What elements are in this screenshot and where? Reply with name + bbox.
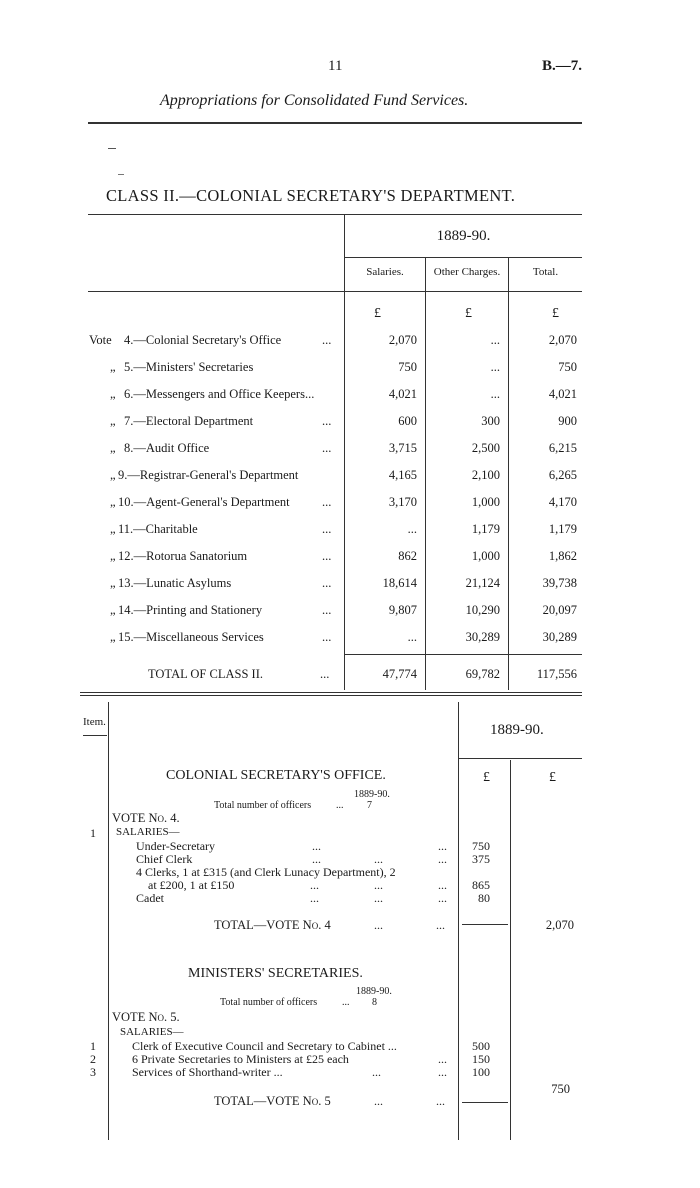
line-dots-c: ... — [438, 1052, 447, 1066]
row-total: 30,289 — [542, 630, 577, 644]
vote-prefix: Vote — [89, 333, 112, 347]
row-other: ... — [490, 387, 500, 401]
section1-subheading: SALARIES— — [116, 826, 180, 838]
line-dots-c: ... — [438, 1065, 447, 1079]
line-dots-b: ... — [374, 852, 383, 866]
row-salaries: 3,170 — [388, 495, 417, 509]
row-salaries: ... — [407, 522, 417, 536]
total-total: 117,556 — [536, 667, 577, 681]
document-code: B.—7. — [542, 58, 583, 74]
row-label: 6.—Messengers and Office Keepers... — [124, 387, 315, 401]
row-salaries: 4,165 — [388, 468, 417, 482]
line-text: at £200, 1 at £150 — [148, 878, 235, 892]
row-salaries: 600 — [398, 414, 417, 428]
line-item-no: 1 — [90, 1039, 96, 1053]
header-rule — [88, 122, 582, 124]
summary-row — [0, 492, 700, 512]
line-item-no: 3 — [90, 1065, 96, 1079]
row-total: 6,215 — [548, 441, 577, 455]
row-other: 10,290 — [465, 603, 500, 617]
row-total: 4,170 — [548, 495, 577, 509]
row-other: 21,124 — [465, 576, 500, 590]
section1-item-no: 1 — [90, 826, 96, 840]
section2-officers-year: 1889-90. — [356, 986, 392, 997]
row-total: 20,097 — [542, 603, 577, 617]
section1-total-dots-a: ... — [374, 918, 383, 932]
section2-total: 750 — [551, 1082, 570, 1096]
row-other: 2,100 — [471, 468, 500, 482]
row-salaries: 750 — [398, 360, 417, 374]
row-label: 4.—Colonial Secretary's Office — [124, 333, 282, 347]
section1-amount-rule — [462, 924, 508, 925]
line-text: Services of Shorthand-writer ... — [132, 1065, 283, 1079]
line-dots-a: ... — [310, 891, 319, 905]
row-other: ... — [490, 333, 500, 347]
summary-row — [0, 330, 700, 350]
row-dots: ... — [322, 576, 332, 590]
section2-total-label: TOTAL—VOTE No. 5 — [214, 1094, 331, 1108]
section2-title: MINISTERS' SECRETARIES. — [188, 966, 363, 981]
line-text: 6 Private Secretaries to Ministers at £25 each — [132, 1052, 349, 1066]
summary-year: 1889-90. — [436, 228, 491, 244]
col-total-header: Total. — [532, 266, 559, 278]
row-salaries: 862 — [398, 549, 417, 563]
summary-row — [0, 411, 700, 431]
row-mark: „ — [110, 414, 116, 428]
row-salaries: 3,715 — [388, 441, 417, 455]
row-dots: ... — [322, 522, 332, 536]
row-label: 9.—Registrar-General's Department — [118, 468, 299, 482]
row-label: 5.—Ministers' Secretaries — [124, 360, 254, 374]
currency-other: £ — [465, 306, 472, 321]
row-dots: ... — [322, 414, 332, 428]
row-salaries: 9,807 — [388, 603, 417, 617]
summary-row — [0, 384, 700, 404]
line-item-no: 2 — [90, 1052, 96, 1066]
row-salaries: 2,070 — [388, 333, 417, 347]
row-dots: ... — [322, 441, 332, 455]
line-text: Under-Secretary — [136, 839, 216, 853]
summary-row — [0, 600, 700, 620]
line-dots-a: ... — [310, 878, 319, 892]
row-salaries: ... — [407, 630, 417, 644]
detail-top-rule-2 — [80, 695, 582, 696]
section1-amount-currency: £ — [483, 770, 490, 785]
detail-year-rule — [458, 758, 582, 759]
row-mark: „ — [110, 387, 116, 401]
line-dots-a: ... — [312, 852, 321, 866]
row-other: ... — [490, 360, 500, 374]
line-dots-c: ... — [438, 891, 447, 905]
summary-row — [0, 546, 700, 566]
currency-salaries: £ — [374, 306, 381, 321]
section1-officers-year: 1889-90. — [354, 789, 390, 800]
line-amount: 375 — [472, 852, 490, 866]
currency-total: £ — [552, 306, 559, 321]
row-label: 7.—Electoral Department — [124, 414, 254, 428]
summary-row — [0, 573, 700, 593]
item-header: Item. — [83, 716, 106, 728]
row-salaries: 18,614 — [382, 576, 417, 590]
row-label: 15.—Miscellaneous Services — [118, 630, 264, 644]
detail-year: 1889-90. — [490, 722, 544, 738]
section2-vote: VOTE No. 5. — [112, 1010, 180, 1024]
section1-total-dots-b: ... — [436, 918, 445, 932]
class-heading: CLASS II.—COLONIAL SECRETARY'S DEPARTMENT. — [106, 186, 516, 205]
row-mark: „ — [110, 603, 116, 617]
row-total: 39,738 — [542, 576, 577, 590]
summary-row — [0, 627, 700, 647]
summary-top-rule — [88, 214, 582, 215]
row-salaries: 4,021 — [388, 387, 417, 401]
detail-line — [0, 1040, 700, 1053]
row-total: 1,862 — [548, 549, 577, 563]
detail-line — [0, 892, 700, 905]
row-mark: „ — [110, 576, 116, 590]
row-label: 8.—Audit Office — [124, 441, 210, 455]
section1-title: COLONIAL SECRETARY'S OFFICE. — [166, 768, 386, 783]
section1-total: 2,070 — [545, 918, 574, 932]
item-header-rule — [83, 735, 107, 736]
summary-total-row — [0, 664, 700, 684]
line-amount: 865 — [472, 878, 490, 892]
col-salaries-header: Salaries. — [366, 266, 404, 278]
detail-line — [0, 879, 700, 892]
row-other: 300 — [481, 414, 500, 428]
line-dots-b: ... — [374, 878, 383, 892]
row-mark: „ — [110, 549, 116, 563]
section2-amount-rule — [462, 1102, 508, 1103]
summary-row — [0, 438, 700, 458]
section1-total-currency: £ — [549, 770, 556, 785]
row-label: 13.—Lunatic Asylums — [118, 576, 232, 590]
section1-vote: VOTE No. 4. — [112, 811, 180, 825]
page-number: 11 — [328, 58, 343, 74]
detail-line — [0, 1066, 700, 1079]
section2-officers-count: 8 — [372, 997, 377, 1008]
line-text: Cadet — [136, 891, 164, 905]
row-label: 11.—Charitable — [118, 522, 198, 536]
total-dots: ... — [320, 667, 330, 681]
row-other: 1,000 — [471, 495, 500, 509]
section2-officers-dots: ... — [342, 997, 350, 1008]
line-amount: 750 — [472, 839, 490, 853]
section2-total-dots-b: ... — [436, 1094, 445, 1108]
detail-line — [0, 840, 700, 853]
total-salaries: 47,774 — [382, 667, 417, 681]
running-title: Appropriations for Consolidated Fund Services. — [160, 92, 469, 109]
total-other: 69,782 — [465, 667, 500, 681]
line-dots-b: ... — [372, 1065, 381, 1079]
detail-top-rule — [80, 692, 582, 693]
row-label: 12.—Rotorua Sanatorium — [118, 549, 248, 563]
section1-officers-count: 7 — [367, 800, 372, 811]
line-dots-a: ... — [312, 839, 321, 853]
small-mark — [108, 148, 116, 149]
section2-subheading: SALARIES— — [120, 1026, 184, 1038]
detail-line — [0, 866, 700, 879]
line-amount: 80 — [478, 891, 490, 905]
detail-line — [0, 1053, 700, 1066]
row-label: 10.—Agent-General's Department — [118, 495, 290, 509]
line-dots-c: ... — [438, 839, 447, 853]
row-mark: „ — [110, 495, 116, 509]
row-mark: „ — [110, 630, 116, 644]
row-other: 1,179 — [471, 522, 500, 536]
summary-row — [0, 357, 700, 377]
row-total: 900 — [558, 414, 577, 428]
section1-total-label: TOTAL—VOTE No. 4 — [214, 918, 331, 932]
row-other: 2,500 — [471, 441, 500, 455]
row-label: 14.—Printing and Stationery — [118, 603, 263, 617]
row-total: 1,179 — [548, 522, 577, 536]
section1-officers-label: Total number of officers — [214, 800, 312, 811]
line-dots-b: ... — [374, 891, 383, 905]
row-total: 2,070 — [548, 333, 577, 347]
line-text: 4 Clerks, 1 at £315 (and Clerk Lunacy Department), 2 — [136, 865, 396, 879]
summary-row — [0, 465, 700, 485]
row-dots: ... — [322, 603, 332, 617]
summary-header-rule — [88, 291, 582, 292]
row-dots: ... — [322, 333, 332, 347]
row-dots: ... — [322, 549, 332, 563]
row-total: 6,265 — [548, 468, 577, 482]
line-dots-c: ... — [438, 878, 447, 892]
section2-officers-label: Total number of officers — [220, 997, 318, 1008]
section1-officers-dots: ... — [336, 800, 344, 811]
row-dots: ... — [322, 495, 332, 509]
summary-year-rule — [345, 257, 582, 258]
row-other: 1,000 — [471, 549, 500, 563]
line-text: Chief Clerk — [136, 852, 193, 866]
summary-total-rule — [345, 654, 582, 655]
row-total: 750 — [558, 360, 577, 374]
section2-total-dots-a: ... — [374, 1094, 383, 1108]
line-dots-c: ... — [438, 852, 447, 866]
small-mark-2 — [118, 174, 124, 175]
summary-row — [0, 519, 700, 539]
row-mark: „ — [110, 441, 116, 455]
row-other: 30,289 — [465, 630, 500, 644]
col-other-header: Other Charges. — [433, 266, 501, 278]
line-amount: 150 — [472, 1052, 490, 1066]
total-label: TOTAL OF CLASS II. — [148, 667, 263, 681]
row-mark: „ — [110, 468, 116, 482]
line-text: Clerk of Executive Council and Secretary to Cabinet ... — [132, 1039, 397, 1053]
row-total: 4,021 — [548, 387, 577, 401]
line-amount: 100 — [472, 1065, 490, 1079]
row-dots: ... — [322, 630, 332, 644]
line-amount: 500 — [472, 1039, 490, 1053]
row-mark: „ — [110, 360, 116, 374]
row-mark: „ — [110, 522, 116, 536]
